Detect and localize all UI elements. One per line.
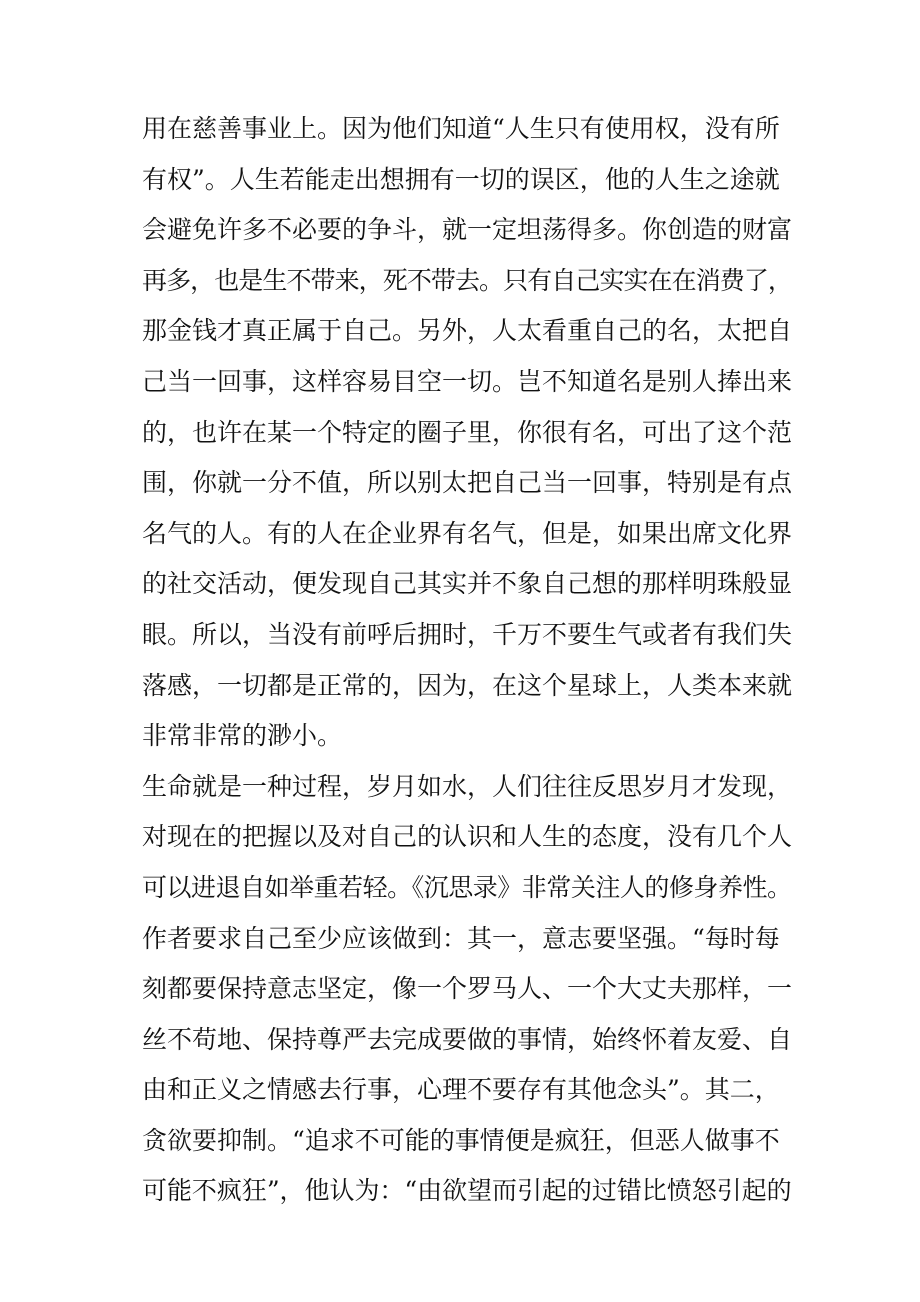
text-line: 的社交活动，便发现自己其实并不象自己想的那样明珠般显 [142, 569, 793, 599]
text-line: 再多，也是生不带来，死不带去。只有自己实实在在消费了， [142, 265, 793, 295]
text-line: 的，也许在某一个特定的圈子里，你很有名，可出了这个范 [142, 417, 793, 447]
text-line: 那金钱才真正属于自己。另外，人太看重自己的名，太把自 [142, 316, 793, 346]
text-line: 贪欲要抑制。“追求不可能的事情便是疯狂，但恶人做事不 [142, 1125, 780, 1155]
text-line: 围，你就一分不值，所以别太把自己当一回事，特别是有点 [142, 468, 793, 498]
text-line: 丝不苟地、保持尊严去完成要做的事情，始终怀着友爱、自 [142, 1024, 793, 1054]
text-line: 非常非常的渺小。 [142, 721, 343, 751]
text-line: 对现在的把握以及对自己的认识和人生的态度，没有几个人 [142, 822, 793, 852]
text-line: 生命就是一种过程，岁月如水，人们往往反思岁月才发现， [142, 771, 793, 801]
text-line: 可能不疯狂”，他认为：“由欲望而引起的过错比愤怒引起的 [142, 1176, 792, 1206]
body-text [142, 104, 792, 1217]
text-line: 由和正义之情感去行事，心理不要存有其他念头”。其二， [142, 1075, 780, 1105]
text-line: 用在慈善事业上。因为他们知道“人生只有使用权，没有所 [142, 114, 780, 143]
text-line: 会避免许多不必要的争斗，就一定坦荡得多。你创造的财富 [142, 215, 793, 245]
text-line: 有权”。人生若能走出想拥有一切的误区，他的人生之途就 [142, 164, 780, 194]
text-line: 落感，一切都是正常的，因为，在这个星球上，人类本来就 [142, 670, 793, 700]
text-line: 可以进退自如举重若轻。《沉思录》非常关注人的修身养性。 [142, 872, 792, 902]
text-line: 作者要求自己至少应该做到：其一，意志要坚强。“每时每 [142, 923, 780, 953]
text-line: 眼。所以，当没有前呼后拥时，千万不要生气或者有我们失 [142, 619, 793, 649]
text-line: 刻都要保持意志坚定，像一个罗马人、一个大丈夫那样，一 [142, 974, 793, 1004]
text-line: 名气的人。有的人在企业界有名气，但是，如果出席文化界 [142, 518, 793, 548]
text-line: 己当一回事，这样容易目空一切。岂不知道名是别人捧出来 [142, 366, 793, 396]
